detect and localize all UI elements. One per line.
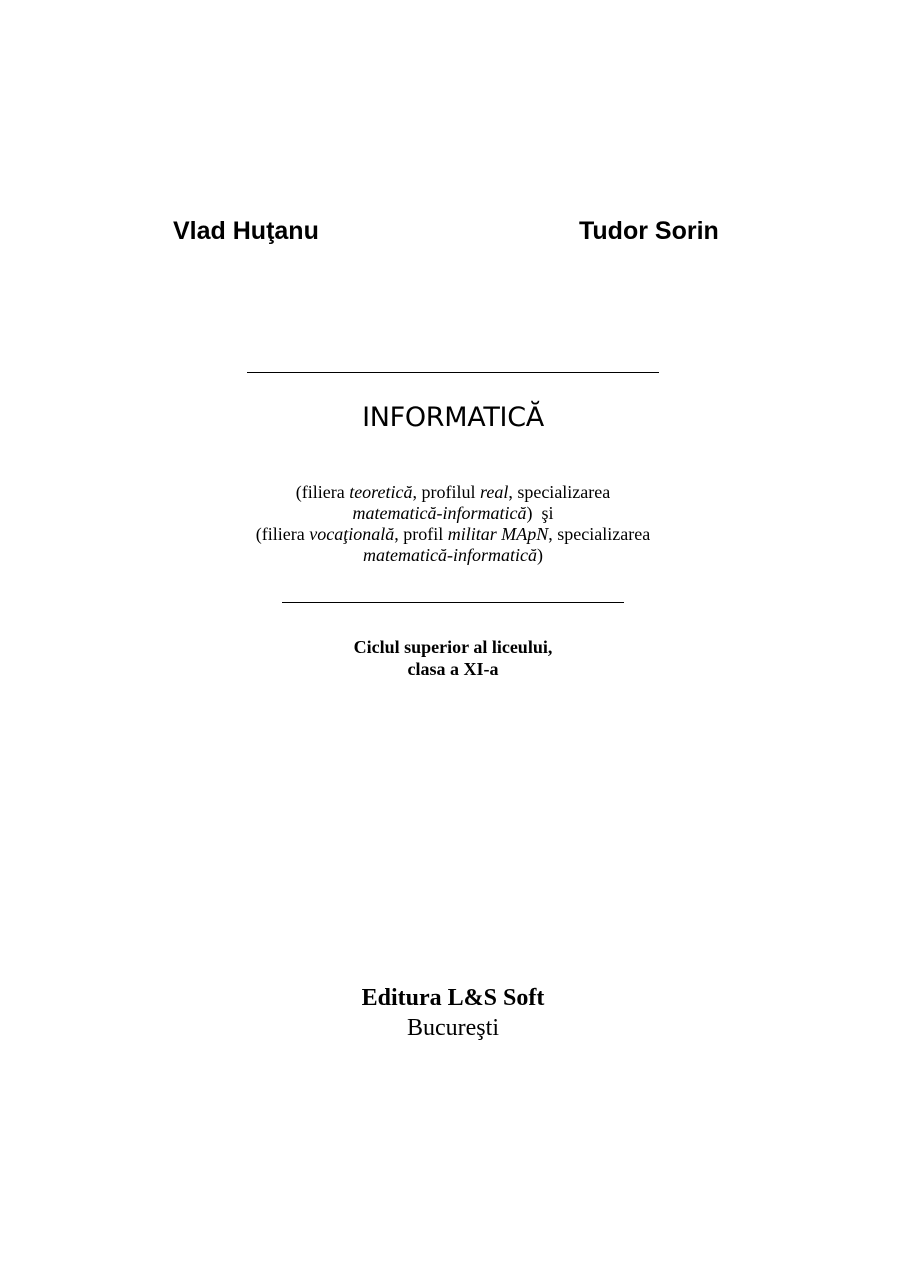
school-cycle	[0, 636, 906, 680]
profile-text-italic: matematică-informatică	[363, 545, 537, 565]
profile-text: , profilul	[412, 482, 480, 502]
profile-text-italic: teoretică	[349, 482, 413, 502]
profile-text: (filiera	[295, 482, 350, 502]
profile-text: ) şi	[526, 503, 554, 523]
author-name-right: Tudor Sorin	[579, 217, 719, 245]
cycle-line-1: Ciclul superior al liceului,	[353, 637, 553, 657]
profile-text-italic: militar MApN	[447, 524, 549, 544]
publisher-name: Editura L&S Soft	[361, 985, 545, 1011]
profile-rule-bottom	[282, 602, 624, 603]
profile-description	[0, 482, 906, 566]
book-title: INFORMATICĂ	[362, 402, 544, 433]
profile-text: , profil	[394, 524, 448, 544]
profile-text: )	[536, 545, 543, 565]
profile-line-1	[0, 482, 906, 503]
title-rule-top	[247, 372, 659, 373]
profile-line-2	[0, 503, 906, 524]
cycle-line-2: clasa a XI-a	[407, 659, 499, 679]
profile-text-italic: matematică-informatică	[352, 503, 527, 523]
profile-text-italic: vocaţională	[309, 524, 395, 544]
profile-text: , specializarea	[548, 524, 651, 544]
profile-text-italic: real	[480, 482, 509, 502]
publisher-city: Bucureşti	[407, 1015, 499, 1041]
profile-line-4	[0, 545, 906, 566]
profile-line-3	[0, 524, 906, 545]
author-name-left: Vlad Huţanu	[173, 217, 319, 245]
profile-text: , specializarea	[508, 482, 611, 502]
profile-text: (filiera	[255, 524, 310, 544]
